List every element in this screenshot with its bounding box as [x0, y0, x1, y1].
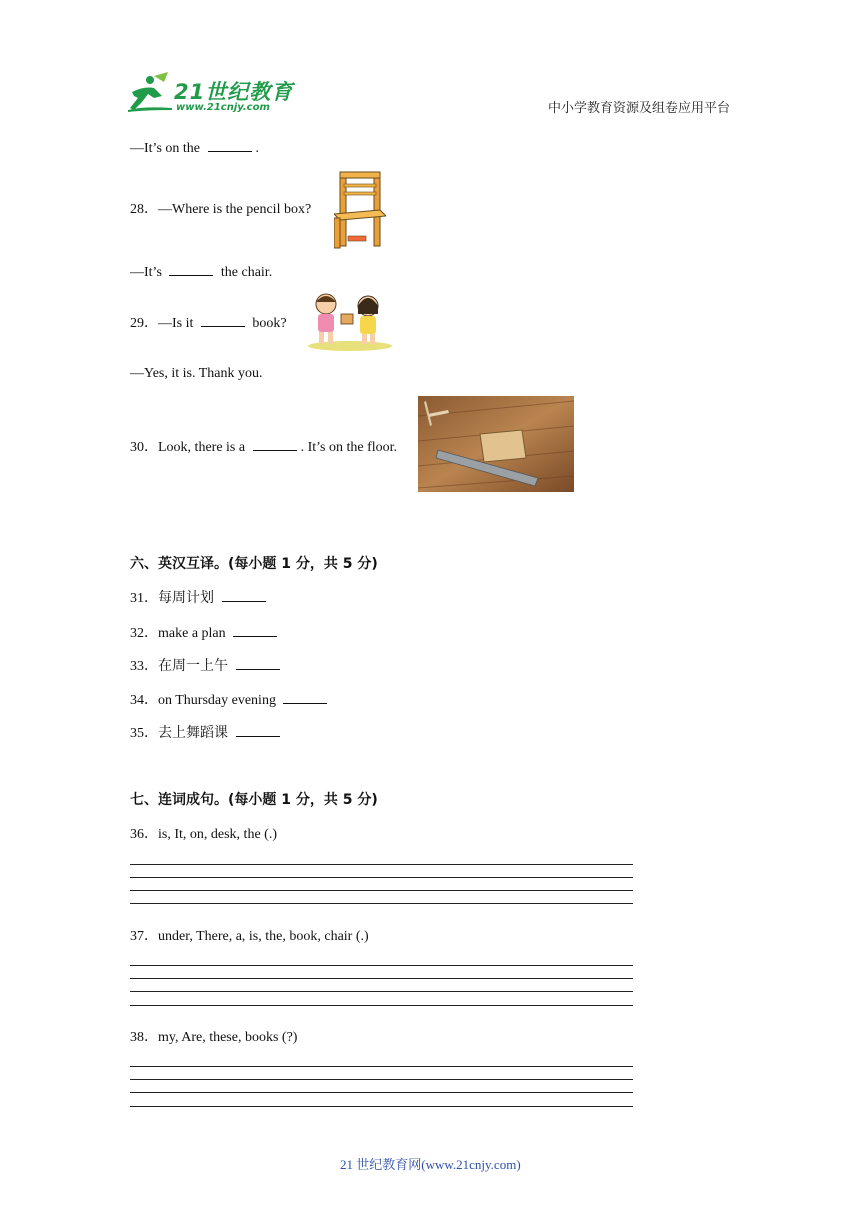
answer-blank: [283, 691, 327, 704]
q27-answer: —It’s on the .: [130, 141, 259, 156]
answer-blank: [201, 314, 245, 327]
answer-blank: [233, 624, 277, 637]
q33: 33．在周一上午: [130, 657, 284, 676]
writing-line[interactable]: [130, 965, 633, 966]
writing-line[interactable]: [130, 890, 633, 891]
q30-question: 30．Look, there is a . It’s on the floor.: [130, 440, 398, 455]
answer-blank: [236, 724, 280, 737]
logo-sub-text: www.21cnjy.com: [176, 102, 270, 113]
q38: 38．my, Are, these, books (?): [130, 1030, 298, 1045]
q37: 37．under, There, a, is, the, book, chair (.): [130, 929, 369, 944]
answer-blank: [222, 589, 266, 602]
logo-main-text: 21世纪教育: [174, 80, 294, 104]
q32: 32．make a plan: [130, 624, 281, 643]
writing-line[interactable]: [130, 1092, 633, 1093]
q36: 36．is, It, on, desk, the (.): [130, 827, 277, 842]
section-7-title: 七、连词成句。(每小题 1 分，共 5 分): [130, 792, 378, 808]
writing-line[interactable]: [130, 1005, 633, 1006]
header-platform-text: 中小学教育资源及组卷应用平台: [548, 101, 731, 116]
answer-blank: [169, 263, 213, 276]
writing-line[interactable]: [130, 1066, 633, 1067]
writing-line[interactable]: [130, 903, 633, 904]
q29-question: 29．—Is it book?: [130, 316, 287, 331]
footer-text: 21 世纪教育网(www.21cnjy.com): [340, 1157, 521, 1172]
q28-answer: —It’s the chair.: [130, 265, 273, 280]
writing-line[interactable]: [130, 1079, 633, 1080]
writing-line[interactable]: [130, 1106, 633, 1107]
logo: [124, 70, 294, 114]
children-giving-book-image: [304, 290, 394, 352]
answer-blank: [253, 438, 297, 451]
answer-blank: [208, 139, 252, 152]
runner-logo-icon: [124, 70, 176, 114]
q31: 31．每周计划: [130, 589, 270, 608]
writing-line[interactable]: [130, 864, 633, 865]
writing-line[interactable]: [130, 877, 633, 878]
chair-image: [334, 170, 386, 250]
writing-line[interactable]: [130, 991, 633, 992]
ruler-on-floor-photo: [418, 396, 574, 492]
q29-answer: —Yes, it is. Thank you.: [130, 366, 263, 381]
section-6-title: 六、英汉互译。(每小题 1 分，共 5 分): [130, 556, 378, 572]
q35: 35．去上舞蹈课: [130, 724, 284, 743]
answer-blank: [236, 657, 280, 670]
q34: 34．on Thursday evening: [130, 691, 331, 710]
writing-line[interactable]: [130, 978, 633, 979]
q28-question: 28．—Where is the pencil box?: [130, 202, 312, 217]
